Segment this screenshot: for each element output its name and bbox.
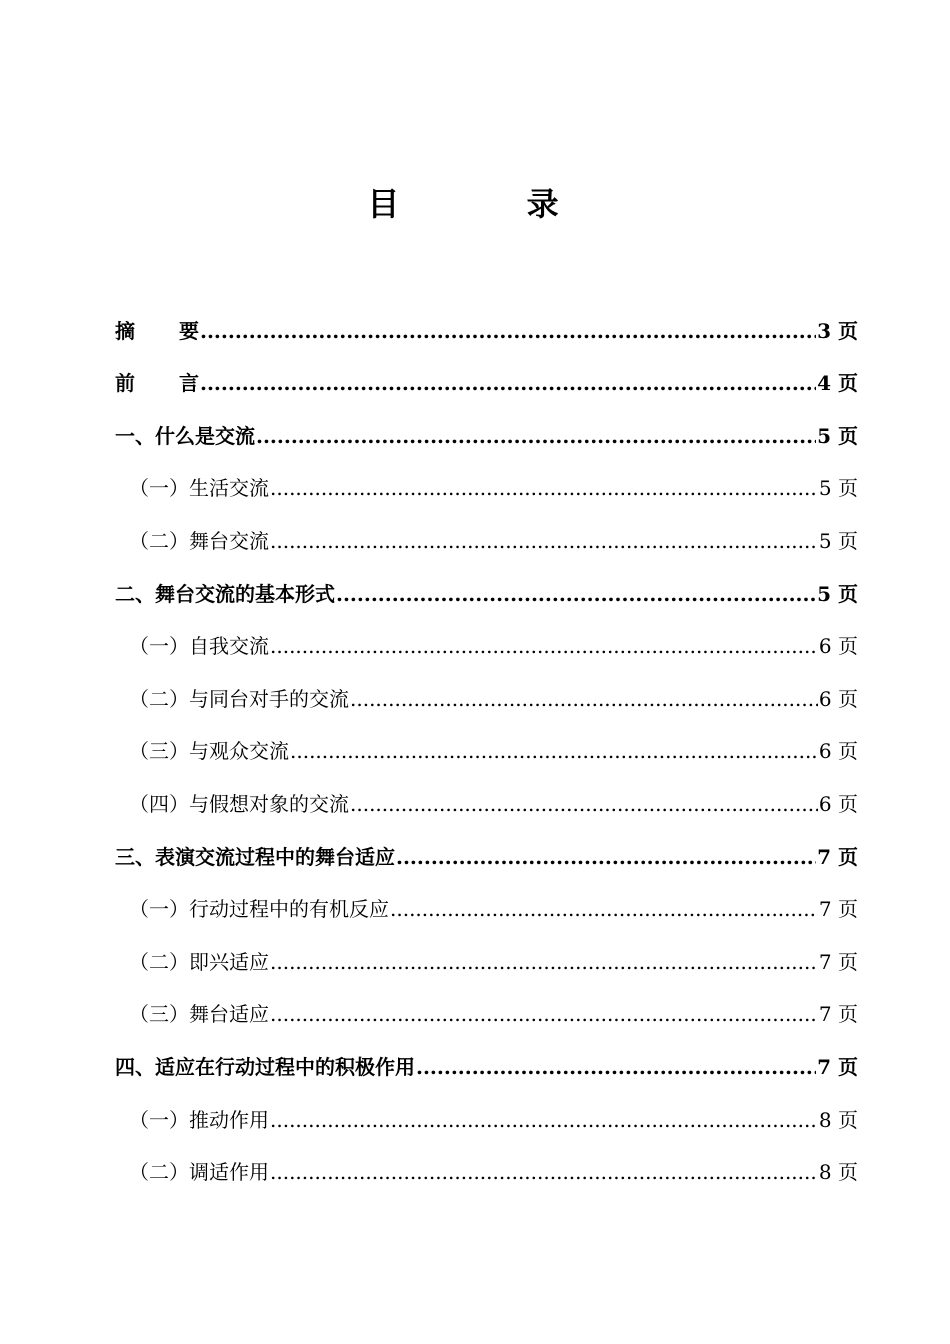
- toc-entry-label: （一）推动作用: [129, 1107, 269, 1132]
- toc-entry-page: 7 页: [817, 844, 858, 869]
- toc-entry-section-3-1[interactable]: [115, 881, 858, 934]
- toc-entry-label: （四）与假想对象的交流: [129, 791, 349, 816]
- toc-entry-label: （二）调适作用: [129, 1160, 269, 1185]
- toc-dot-leader: [390, 885, 818, 933]
- toc-entry-page: 8 页: [818, 1107, 858, 1132]
- toc-entry-label: （二）舞台交流: [129, 528, 269, 553]
- toc-entry-chapter-1[interactable]: [115, 407, 858, 460]
- toc-dot-leader: [290, 727, 818, 775]
- toc-entry-page: 5 页: [818, 528, 858, 553]
- toc-dot-leader: [200, 307, 816, 355]
- toc-dot-leader: [350, 675, 818, 723]
- toc-entry-section-1-1[interactable]: [115, 460, 858, 513]
- toc-dot-leader: [350, 780, 818, 828]
- toc-dot-leader: [270, 1096, 818, 1144]
- toc-entry-label: 二、舞台交流的基本形式: [115, 581, 335, 606]
- toc-dot-leader: [256, 412, 816, 460]
- toc-entry-label: （一）生活交流: [129, 476, 269, 501]
- toc-entry-section-2-3[interactable]: [115, 723, 858, 776]
- toc-entry-section-3-2[interactable]: [115, 933, 858, 986]
- toc-entry-page: 4 页: [817, 371, 858, 396]
- toc-dot-leader: [270, 990, 818, 1038]
- toc-entry-page: 5 页: [818, 476, 858, 501]
- toc-entry-section-2-4[interactable]: [115, 775, 858, 828]
- toc-entry-chapter-4[interactable]: [115, 1038, 858, 1091]
- toc-dot-leader: [270, 464, 818, 512]
- toc-entry-page: 6 页: [818, 739, 858, 764]
- toc-entry-page: 6 页: [818, 791, 858, 816]
- toc-entry-section-4-1[interactable]: [115, 1091, 858, 1144]
- toc-dot-leader: [270, 517, 818, 565]
- toc-entry-label: 摘要: [115, 318, 243, 343]
- toc-entry-page: 5 页: [817, 581, 858, 606]
- toc-entry-page: 7 页: [817, 1054, 858, 1079]
- toc-entry-label: （二）与同台对手的交流: [129, 686, 349, 711]
- toc-entry-label: 一、什么是交流: [115, 423, 255, 448]
- toc-entry-label: 前言: [115, 371, 243, 396]
- toc-dot-leader: [270, 622, 818, 670]
- toc-entry-page: 7 页: [818, 1002, 858, 1027]
- toc-entry-section-4-2[interactable]: [115, 1144, 858, 1197]
- toc-entry-page: 8 页: [818, 1160, 858, 1185]
- toc-entry-label: （一）行动过程中的有机反应: [129, 897, 389, 922]
- toc-entry-section-3-3[interactable]: [115, 986, 858, 1039]
- toc-entry-label: 四、适应在行动过程中的积极作用: [115, 1054, 415, 1079]
- toc-entry-label: （三）舞台适应: [129, 1002, 269, 1027]
- toc-entry-label: 三、表演交流过程中的舞台适应: [115, 844, 395, 869]
- toc-dot-leader: [416, 1043, 816, 1091]
- toc-entry-page: 6 页: [818, 634, 858, 659]
- toc-entry-label: （一）自我交流: [129, 634, 269, 659]
- toc-entry-page: 3 页: [817, 318, 858, 343]
- toc-entry-chapter-2[interactable]: [115, 565, 858, 618]
- toc-dot-leader: [336, 570, 816, 618]
- toc-entry-page: 6 页: [818, 686, 858, 711]
- toc-entry-preface[interactable]: [115, 355, 858, 408]
- toc-entry-section-2-1[interactable]: [115, 618, 858, 671]
- toc-entry-label: （二）即兴适应: [129, 949, 269, 974]
- table-of-contents: [115, 302, 858, 1196]
- toc-dot-leader: [270, 938, 818, 986]
- toc-entry-abstract[interactable]: [115, 302, 858, 355]
- toc-entry-page: 7 页: [818, 949, 858, 974]
- toc-dot-leader: [396, 833, 816, 881]
- toc-dot-leader: [270, 1148, 818, 1196]
- toc-entry-section-2-2[interactable]: [115, 670, 858, 723]
- toc-entry-label: （三）与观众交流: [129, 739, 289, 764]
- toc-entry-page: 5 页: [817, 423, 858, 448]
- toc-entry-page: 7 页: [818, 897, 858, 922]
- toc-entry-section-1-2[interactable]: [115, 512, 858, 565]
- toc-entry-chapter-3[interactable]: [115, 828, 858, 881]
- toc-dot-leader: [200, 359, 816, 407]
- page-title: 目 录: [367, 185, 617, 223]
